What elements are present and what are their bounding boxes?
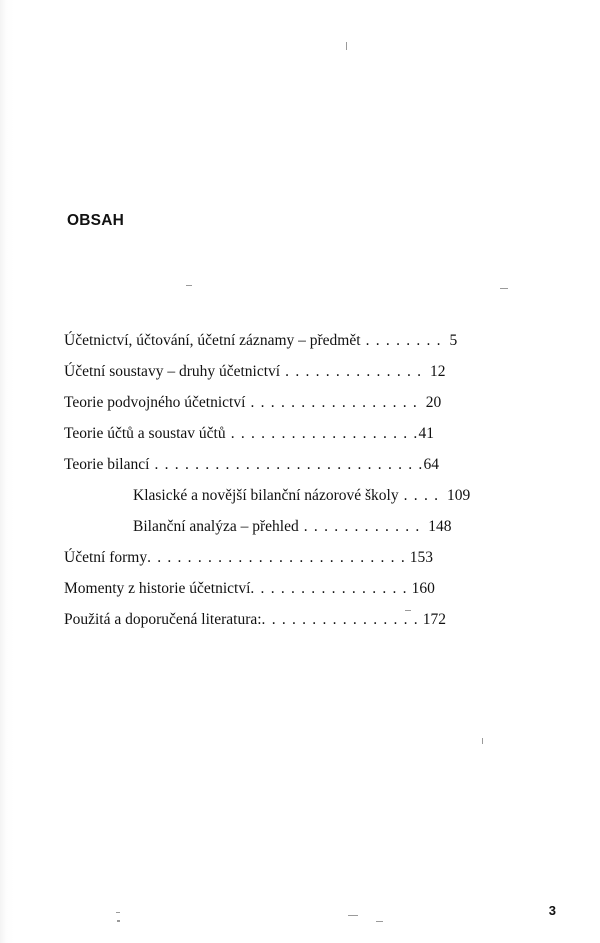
- toc-entry: [64, 455, 439, 475]
- scan-speck: [405, 610, 411, 611]
- toc-entry: [64, 548, 433, 568]
- toc-entry-title: Použitá a doporučená literatura:: [64, 611, 262, 628]
- toc-entry: [64, 362, 445, 382]
- toc-entry-page: 160: [411, 580, 435, 597]
- toc-entry-leader: . . . . . . . . . . . . . . . .: [261, 611, 419, 628]
- toc-entry-page: 64: [423, 456, 439, 473]
- scan-speck: [482, 738, 483, 744]
- toc-entry-page: 153: [409, 549, 434, 566]
- toc-entry-title: Teorie bilancí: [64, 456, 150, 473]
- toc-entry-title: Momenty z historie účetnictví: [64, 580, 251, 597]
- toc-entry-leader: . . . . . . . . . . . . . . . . . . . . . . . . . . .: [149, 456, 424, 473]
- toc-entry-leader: . . . . . . . . . . . . . . . .: [250, 580, 408, 597]
- scan-speck: [186, 285, 192, 286]
- toc-entry-leader: . . . . . . . . . . . .: [298, 518, 421, 535]
- page-title: OBSAH: [67, 212, 124, 229]
- toc-entry-title: Účetní soustavy – druhy účetnictví: [64, 363, 281, 380]
- toc-subentry: [133, 486, 470, 506]
- toc-entry-title: Účetní formy: [64, 549, 148, 566]
- toc-entry-page: 41: [418, 425, 434, 442]
- toc-entry-page: 172: [422, 611, 446, 628]
- toc-entry-page: 109: [446, 487, 471, 504]
- scan-speck: [500, 288, 508, 289]
- toc-entry-title: Teorie účtů a soustav účtů: [64, 425, 226, 442]
- toc-entry: [64, 331, 457, 351]
- scan-speck: [348, 915, 358, 916]
- toc-entry-leader: . . . .: [398, 487, 440, 504]
- scan-speck: [117, 920, 120, 922]
- page-number: 3: [548, 903, 556, 918]
- toc-entry-page: 148: [428, 518, 452, 535]
- toc-entry-leader: . . . . . . . . . . . . . . . . . . . . . . . . . .: [147, 549, 406, 566]
- toc-entry: [64, 610, 446, 630]
- scan-speck: [346, 42, 347, 50]
- toc-entry-page: 20: [425, 394, 442, 411]
- scan-speck: [376, 921, 383, 922]
- toc-entry-title: Bilanční analýza – přehled: [133, 518, 299, 535]
- toc-entry: [64, 424, 434, 444]
- toc-entry-leader: . . . . . . . .: [360, 332, 442, 349]
- toc-entry-title: Účetnictví, účtování, účetní záznamy – předmět: [64, 332, 361, 349]
- scan-speck: [116, 912, 120, 913]
- toc-entry-title: Teorie podvojného účetnictví: [64, 394, 246, 411]
- toc-subentry: [133, 517, 452, 537]
- toc-entry-page: 12: [429, 363, 446, 380]
- toc-entry: [64, 393, 441, 413]
- toc-entry-page: 5: [449, 332, 458, 349]
- toc-entry-leader: . . . . . . . . . . . . . . . . .: [245, 394, 418, 411]
- toc-entry-leader: . . . . . . . . . . . . . . . . . . .: [225, 425, 419, 442]
- toc-entry-leader: . . . . . . . . . . . . . .: [280, 363, 423, 380]
- toc-entry-title: Klasické a novější bilanční názorové školy: [133, 487, 399, 504]
- toc-entry: [64, 579, 435, 599]
